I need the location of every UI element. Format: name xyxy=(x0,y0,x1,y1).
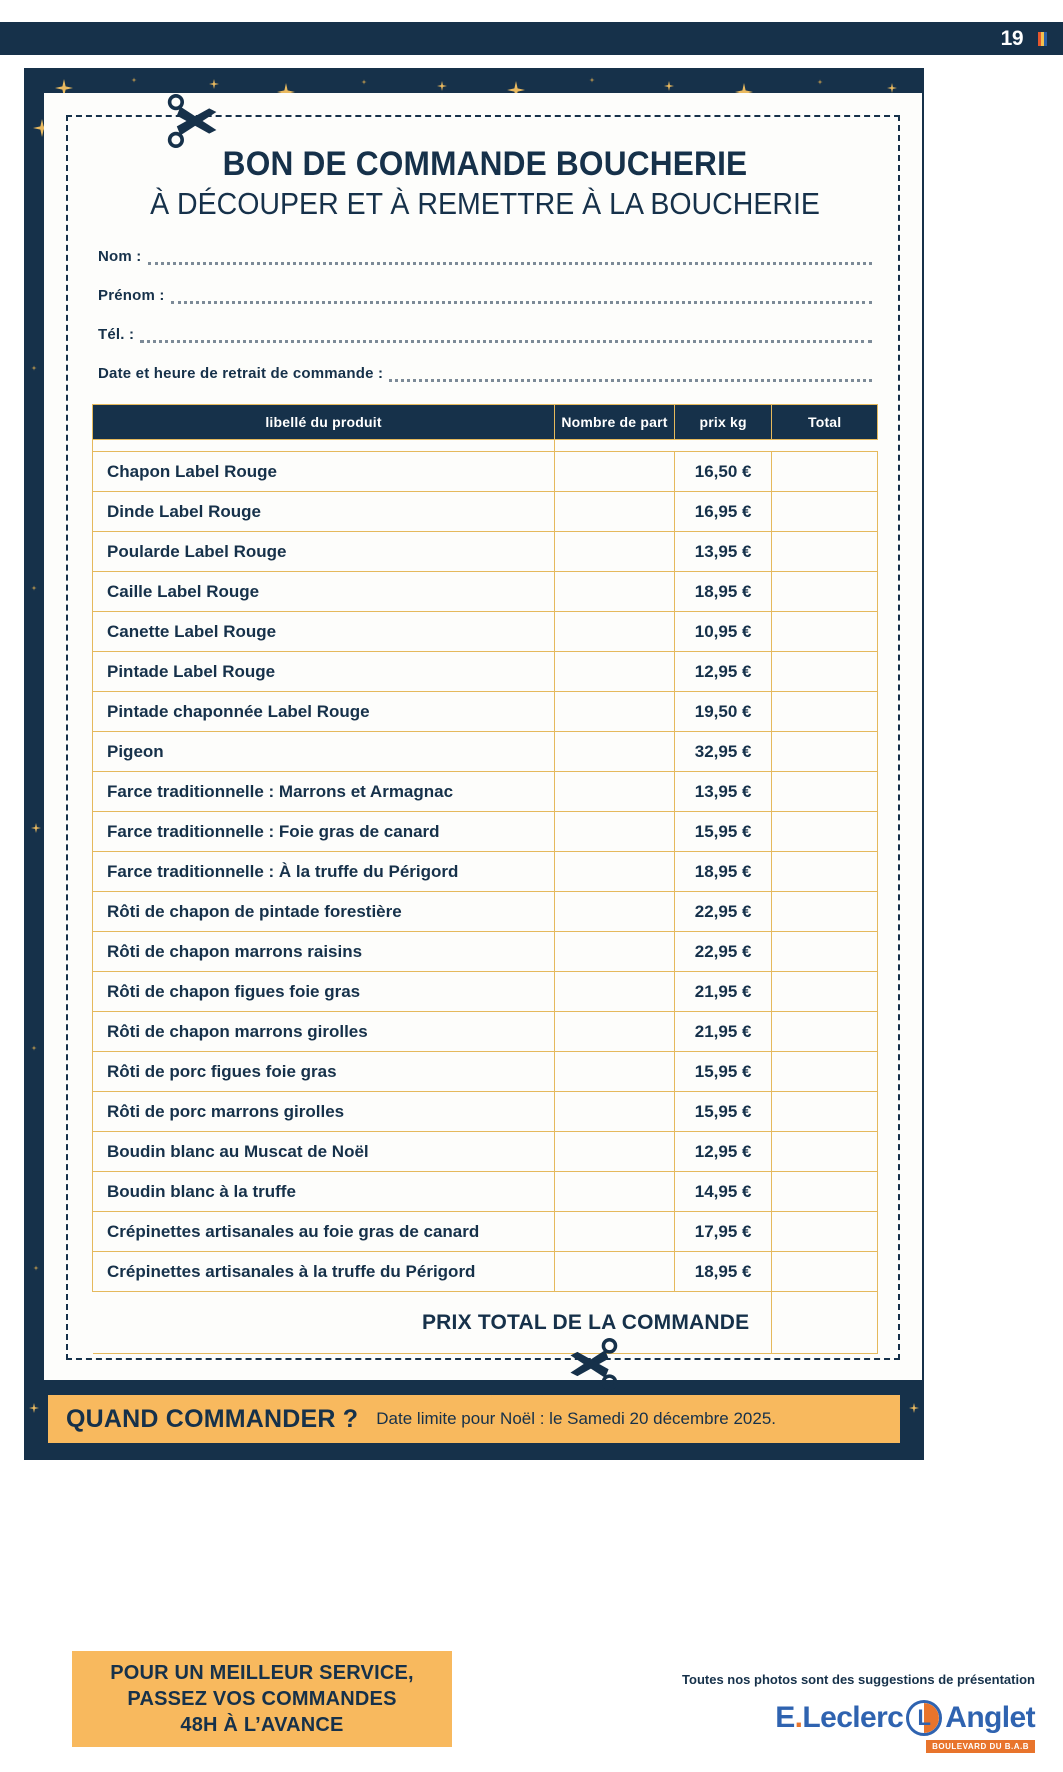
cell-price: 21,95 € xyxy=(674,972,771,1012)
cell-quantity-input[interactable] xyxy=(555,1252,675,1292)
order-table-head xyxy=(93,405,878,440)
cell-quantity-input[interactable] xyxy=(555,492,675,532)
cell-product-name: Rôti de porc marrons girolles xyxy=(93,1092,555,1132)
cell-price: 18,95 € xyxy=(674,572,771,612)
cell-total-input[interactable] xyxy=(772,692,878,732)
color-registration-mark xyxy=(1038,32,1047,46)
cell-quantity-input[interactable] xyxy=(555,452,675,492)
cell-price: 15,95 € xyxy=(674,1052,771,1092)
cell-product-name: Crépinettes artisanales au foie gras de canard xyxy=(93,1212,555,1252)
table-row xyxy=(93,1252,878,1292)
table-row xyxy=(93,1012,878,1052)
cell-product-name: Pintade Label Rouge xyxy=(93,652,555,692)
table-row xyxy=(93,1052,878,1092)
field-label-prenom: Prénom : xyxy=(98,287,165,304)
cell-price: 13,95 € xyxy=(674,772,771,812)
cell-total-input[interactable] xyxy=(772,1172,878,1212)
page-number: 19 xyxy=(1000,26,1023,50)
eleclerc-logo xyxy=(775,1700,1035,1736)
field-input-tel[interactable] xyxy=(140,334,872,343)
cell-total-input[interactable] xyxy=(772,532,878,572)
cell-price: 10,95 € xyxy=(674,612,771,652)
logo-text-brand: E.Leclerc xyxy=(775,1701,904,1734)
cell-product-name: Farce traditionnelle : Marrons et Armagnac xyxy=(93,772,555,812)
table-row xyxy=(93,652,878,692)
cell-product-name: Caille Label Rouge xyxy=(93,572,555,612)
customer-fields xyxy=(92,248,878,382)
cell-quantity-input[interactable] xyxy=(555,1012,675,1052)
when-to-order-title: QUAND COMMANDER ? xyxy=(66,1404,359,1433)
cell-total-input[interactable] xyxy=(772,1012,878,1052)
cell-price: 12,95 € xyxy=(674,652,771,692)
cell-price: 13,95 € xyxy=(674,532,771,572)
table-row xyxy=(93,772,878,812)
cell-price: 17,95 € xyxy=(674,1212,771,1252)
table-header-row xyxy=(93,405,878,440)
order-coupon-card xyxy=(44,93,922,1380)
order-table-body xyxy=(93,440,878,1354)
table-row xyxy=(93,932,878,972)
cell-quantity-input[interactable] xyxy=(555,652,675,692)
cell-product-name: Pintade chaponnée Label Rouge xyxy=(93,692,555,732)
cell-product-name: Rôti de chapon marrons girolles xyxy=(93,1012,555,1052)
cell-product-name: Rôti de porc figues foie gras xyxy=(93,1052,555,1092)
cell-total-input[interactable] xyxy=(772,1252,878,1292)
table-row xyxy=(93,692,878,732)
cell-product-name: Crépinettes artisanales à la truffe du Périgord xyxy=(93,1252,555,1292)
cell-total-input[interactable] xyxy=(772,932,878,972)
field-label-tel: Tél. : xyxy=(98,326,135,343)
col-header-price: prix kg xyxy=(674,405,771,440)
cell-total-input[interactable] xyxy=(772,1092,878,1132)
cell-price: 21,95 € xyxy=(674,1012,771,1052)
order-table xyxy=(92,404,878,1354)
field-nom[interactable] xyxy=(98,248,872,265)
cell-quantity-input[interactable] xyxy=(555,1052,675,1092)
when-to-order-banner xyxy=(48,1395,900,1443)
table-spacer-row xyxy=(93,440,878,452)
when-to-order-deadline: Date limite pour Noël : le Samedi 20 décembre 2025. xyxy=(376,1409,776,1428)
scissors-icon-bottom xyxy=(564,1338,622,1390)
cell-price: 16,95 € xyxy=(674,492,771,532)
table-row xyxy=(93,532,878,572)
leclerc-roundel-icon xyxy=(906,1700,942,1736)
table-row xyxy=(93,732,878,772)
cell-quantity-input[interactable] xyxy=(555,972,675,1012)
field-date-retrait[interactable] xyxy=(98,365,872,382)
cell-total-input[interactable] xyxy=(772,1212,878,1252)
table-row xyxy=(93,1132,878,1172)
cell-quantity-input[interactable] xyxy=(555,1132,675,1172)
table-row xyxy=(93,492,878,532)
field-label-date-retrait: Date et heure de retrait de commande : xyxy=(98,365,384,382)
cell-total-input[interactable] xyxy=(772,1052,878,1092)
table-grand-total-row xyxy=(93,1292,878,1354)
field-input-prenom[interactable] xyxy=(171,295,872,304)
service-line-3: 48H À L’AVANCE xyxy=(180,1713,344,1736)
col-header-total: Total xyxy=(772,405,878,440)
service-notice-box xyxy=(72,1651,452,1747)
cell-product-name: Rôti de chapon marrons raisins xyxy=(93,932,555,972)
scissors-icon xyxy=(164,94,222,148)
cell-product-name: Boudin blanc à la truffe xyxy=(93,1172,555,1212)
cell-price: 22,95 € xyxy=(674,892,771,932)
cell-total-input[interactable] xyxy=(772,652,878,692)
cell-total-input[interactable] xyxy=(772,812,878,852)
service-line-1: POUR UN MEILLEUR SERVICE, xyxy=(110,1661,414,1684)
cell-price: 22,95 € xyxy=(674,932,771,972)
cell-price: 18,95 € xyxy=(674,1252,771,1292)
table-row xyxy=(93,972,878,1012)
coupon-content xyxy=(92,133,878,1342)
grand-total-label: PRIX TOTAL DE LA COMMANDE xyxy=(93,1292,772,1354)
cell-price: 15,95 € xyxy=(674,812,771,852)
cell-quantity-input[interactable] xyxy=(555,1092,675,1132)
logo-store-name: Anglet xyxy=(945,1701,1035,1734)
cell-total-input[interactable] xyxy=(772,452,878,492)
logo-address-strip: BOULEVARD DU B.A.B xyxy=(926,1740,1035,1753)
service-line-2: PASSEZ VOS COMMANDES xyxy=(127,1687,397,1710)
cell-total-input[interactable] xyxy=(772,492,878,532)
cell-quantity-input[interactable] xyxy=(555,812,675,852)
table-row xyxy=(93,452,878,492)
table-row xyxy=(93,812,878,852)
cell-price: 18,95 € xyxy=(674,852,771,892)
cell-quantity-input[interactable] xyxy=(555,572,675,612)
cell-total-input[interactable] xyxy=(772,772,878,812)
table-row xyxy=(93,892,878,932)
col-header-quantity: Nombre de part xyxy=(555,405,675,440)
field-tel[interactable] xyxy=(98,326,872,343)
cell-product-name: Chapon Label Rouge xyxy=(93,452,555,492)
cell-product-name: Boudin blanc au Muscat de Noël xyxy=(93,1132,555,1172)
page-subtitle: À DÉCOUPER ET À REMETTRE À LA BOUCHERIE xyxy=(150,186,820,221)
cell-product-name: Canette Label Rouge xyxy=(93,612,555,652)
cell-quantity-input[interactable] xyxy=(555,932,675,972)
cell-price: 19,50 € xyxy=(674,692,771,732)
roundel-letter: L xyxy=(917,1705,931,1730)
cell-product-name: Dinde Label Rouge xyxy=(93,492,555,532)
cell-price: 12,95 € xyxy=(674,1132,771,1172)
table-row xyxy=(93,1092,878,1132)
table-row xyxy=(93,852,878,892)
cell-quantity-input[interactable] xyxy=(555,532,675,572)
page-number-bar xyxy=(0,22,1063,55)
cell-product-name: Farce traditionnelle : À la truffe du Périgord xyxy=(93,852,555,892)
col-header-product: libellé du produit xyxy=(93,405,555,440)
cell-price: 14,95 € xyxy=(674,1172,771,1212)
field-prenom[interactable] xyxy=(98,287,872,304)
cell-total-input[interactable] xyxy=(772,1132,878,1172)
photo-disclaimer: Toutes nos photos sont des suggestions de présentation xyxy=(682,1672,1035,1687)
field-input-nom[interactable] xyxy=(148,256,873,265)
cell-quantity-input[interactable] xyxy=(555,1172,675,1212)
cell-price: 16,50 € xyxy=(674,452,771,492)
cell-quantity-input[interactable] xyxy=(555,612,675,652)
grand-total-input[interactable] xyxy=(772,1292,878,1354)
cell-quantity-input[interactable] xyxy=(555,732,675,772)
cell-total-input[interactable] xyxy=(772,572,878,612)
cell-quantity-input[interactable] xyxy=(555,1212,675,1252)
cell-quantity-input[interactable] xyxy=(555,772,675,812)
table-row xyxy=(93,1212,878,1252)
cell-total-input[interactable] xyxy=(772,612,878,652)
cell-quantity-input[interactable] xyxy=(555,692,675,732)
cell-price: 15,95 € xyxy=(674,1092,771,1132)
cell-product-name: Rôti de chapon de pintade forestière xyxy=(93,892,555,932)
cell-price: 32,95 € xyxy=(674,732,771,772)
cell-total-input[interactable] xyxy=(772,972,878,1012)
table-row xyxy=(93,572,878,612)
cell-total-input[interactable] xyxy=(772,892,878,932)
cell-quantity-input[interactable] xyxy=(555,892,675,932)
cell-product-name: Rôti de chapon figues foie gras xyxy=(93,972,555,1012)
field-label-nom: Nom : xyxy=(98,248,142,265)
table-row xyxy=(93,612,878,652)
cell-product-name: Poularde Label Rouge xyxy=(93,532,555,572)
cell-quantity-input[interactable] xyxy=(555,852,675,892)
table-row xyxy=(93,1172,878,1212)
field-input-date-retrait[interactable] xyxy=(389,373,872,382)
page-title: BON DE COMMANDE BOUCHERIE xyxy=(222,145,748,183)
cell-product-name: Farce traditionnelle : Foie gras de canard xyxy=(93,812,555,852)
cell-product-name: Pigeon xyxy=(93,732,555,772)
cell-total-input[interactable] xyxy=(772,852,878,892)
cell-total-input[interactable] xyxy=(772,732,878,772)
